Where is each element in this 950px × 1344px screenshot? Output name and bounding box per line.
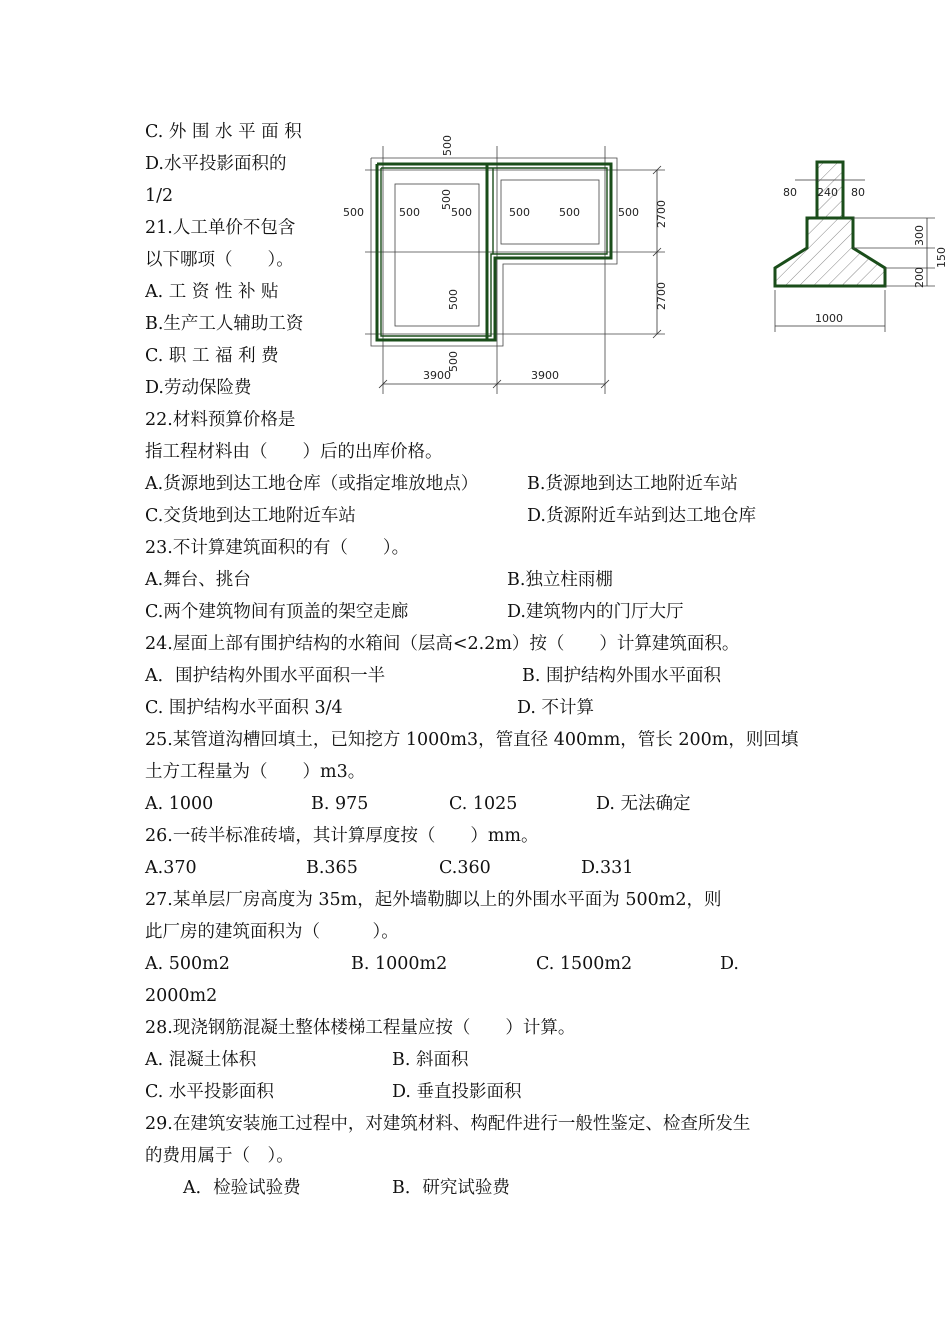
- q25-option-c: C. 1025: [449, 794, 518, 814]
- q22-option-c: C.交货地到达工地附近车站: [145, 506, 356, 526]
- q29-stem-line-2: 的费用属于（ ）。: [145, 1146, 294, 1166]
- q22-continuation: 指工程材料由（ ）后的出库价格。: [145, 442, 443, 462]
- q22-option-b: B.货源地到达工地附近车站: [527, 474, 738, 494]
- floor-plan-figure: [335, 128, 680, 400]
- left-line-10: 22.材料预算价格是: [145, 410, 296, 430]
- q28-option-c: C. 水平投影面积: [145, 1082, 274, 1102]
- q29-stem-line-1: 29.在建筑安装施工过程中，对建筑材料、构配件进行一般性鉴定、检查所发生: [145, 1114, 751, 1134]
- q27-stem-line-2: 此厂房的建筑面积为（ ）。: [145, 922, 399, 942]
- q28-stem: 28.现浇钢筋混凝土整体楼梯工程量应按（ ）计算。: [145, 1018, 576, 1038]
- left-line-6: A. 工 资 性 补 贴: [145, 282, 279, 302]
- q27-option-d-value: 2000m2: [145, 986, 218, 1006]
- q24-option-b: B. 围护结构外围水平面积: [522, 666, 721, 686]
- dim-mid-low: 500: [447, 289, 460, 310]
- q28-option-a: A. 混凝土体积: [145, 1050, 257, 1070]
- dim-right: 500: [618, 206, 639, 219]
- q28-option-b: B. 斜面积: [392, 1050, 469, 1070]
- dim-base: 1000: [815, 312, 843, 325]
- left-line-9: D.劳动保险费: [145, 378, 252, 398]
- q27-option-c: C. 1500m2: [536, 954, 633, 974]
- q22-option-d: D.货源附近车站到达工地仓库: [527, 506, 756, 526]
- q26-stem: 26.一砖半标准砖墙，其计算厚度按（ ）mm。: [145, 826, 539, 846]
- q26-option-c: C.360: [439, 858, 491, 878]
- q24-option-d: D. 不计算: [517, 698, 595, 718]
- dim-mid-top: 500: [440, 189, 453, 210]
- dim-inner-1: 500: [399, 206, 420, 219]
- q24-stem: 24.屋面上部有围护结构的水箱间（层高<2.2m）按（ ）计算建筑面积。: [145, 634, 740, 654]
- dim-width-right: 3900: [531, 369, 559, 382]
- dim-height-lower: 2700: [655, 282, 668, 310]
- q25-option-b: B. 975: [311, 794, 369, 814]
- left-line-3: 1/2: [145, 186, 174, 206]
- q29-option-a: A．检验试验费: [183, 1178, 301, 1198]
- dim-top: 500: [441, 135, 454, 156]
- dim-wall: 240: [817, 186, 838, 199]
- left-line-7: B.生产工人辅助工资: [145, 314, 304, 334]
- q23-option-a: A.舞台、挑台: [145, 570, 251, 590]
- q27-option-d: D.: [720, 954, 739, 974]
- dim-bottom: 500: [447, 351, 460, 372]
- q23-stem: 23.不计算建筑面积的有（ ）。: [145, 538, 410, 558]
- q27-stem-line-1: 27.某单层厂房高度为 35m，起外墙勒脚以上的外围水平面为 500m2，则: [145, 890, 722, 910]
- dim-h3: 200: [913, 267, 926, 288]
- dim-inner-4: 500: [559, 206, 580, 219]
- dim-left: 500: [343, 206, 364, 219]
- dim-left-offset: 80: [783, 186, 797, 199]
- left-line-2: D.水平投影面积的: [145, 154, 287, 174]
- q25-stem-line-1: 25.某管道沟槽回填土，已知挖方 1000m3，管直径 400mm，管长 200m，则回填: [145, 730, 799, 750]
- foundation-section-figure: [765, 150, 950, 340]
- q28-option-d: D. 垂直投影面积: [392, 1082, 522, 1102]
- dim-right-offset: 80: [851, 186, 865, 199]
- q24-option-a: A．围护结构外围水平面积一半: [145, 666, 386, 686]
- dim-width-left: 3900: [423, 369, 451, 382]
- dim-height-upper: 2700: [655, 200, 668, 228]
- dim-inner-2: 500: [451, 206, 472, 219]
- left-line-8: C. 职 工 福 利 费: [145, 346, 279, 366]
- q25-option-a: A. 1000: [145, 794, 214, 814]
- q24-option-c: C. 围护结构水平面积 3/4: [145, 698, 343, 718]
- q23-option-b: B.独立柱雨棚: [507, 570, 613, 590]
- q25-stem-line-2: 土方工程量为（ ）m3。: [145, 762, 366, 782]
- q27-option-a: A. 500m2: [145, 954, 230, 974]
- q29-option-b: B．研究试验费: [392, 1178, 510, 1198]
- q27-option-b: B. 1000m2: [351, 954, 448, 974]
- dim-h2: 150: [935, 247, 948, 268]
- dim-h1: 300: [913, 225, 926, 246]
- footing-section: [775, 218, 885, 286]
- q26-option-b: B.365: [306, 858, 358, 878]
- left-line-4: 21.人工单价不包含: [145, 218, 296, 238]
- q26-option-d: D.331: [581, 858, 634, 878]
- q25-option-d: D. 无法确定: [596, 794, 691, 814]
- q23-option-d: D.建筑物内的门厅大厅: [507, 602, 684, 622]
- left-line-1: C. 外 围 水 平 面 积: [145, 122, 302, 142]
- dim-inner-3: 500: [509, 206, 530, 219]
- q26-option-a: A.370: [145, 858, 197, 878]
- left-line-5: 以下哪项（ ）。: [145, 250, 294, 270]
- q22-option-a: A.货源地到达工地仓库（或指定堆放地点）: [145, 474, 479, 494]
- q23-option-c: C.两个建筑物间有顶盖的架空走廊: [145, 602, 409, 622]
